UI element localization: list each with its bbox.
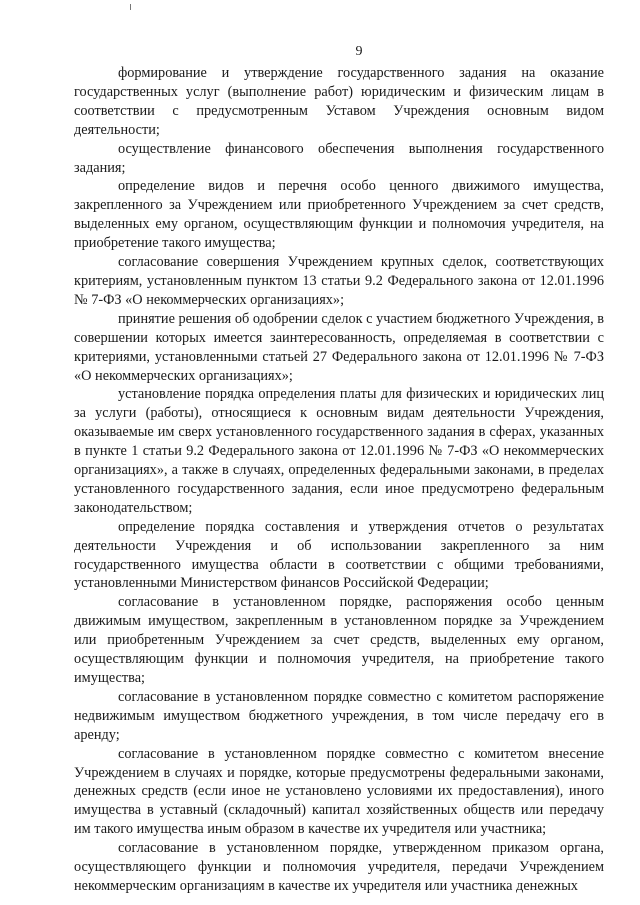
scan-artifact <box>130 4 131 10</box>
paragraph-1: формирование и утверждение государственного задания на оказание государственных услуг (выполнение работ) юридическим и физическим лицам в соответствии с предусмотренным Уставом Учреждения основным видом деятельности; <box>74 65 604 138</box>
paragraph-11: согласование в установленном порядке, утвержденном приказом органа, осуществляющего функции и полномочия учредителя, передачи Учреждением некоммерческим организациям в качестве их учредителя или участника денежных <box>74 840 604 894</box>
paragraph-2: осуществление финансового обеспечения выполнения государственного задания; <box>74 140 604 176</box>
paragraph-5: принятие решения об одобрении сделок с участием бюджетного Учреждения, в совершении которых имеется заинтересованность, определяемая в соответствии с критериями, установленными статьей 27 Федерального закона от 12.01.1996 № 7-ФЗ «О некоммерческих организациях»; <box>74 310 604 384</box>
paragraph-6: установление порядка определения платы для физических и юридических лиц за услуги (работы), относящиеся к основным видам деятельности Учреждения, оказываемые им сверх установленного государственного задания в сферах, указанных в пункте 1 статьи 9.2 Федерального закона от 12.01.1996 № 7-ФЗ «О некоммерческих организациях», а также в случаях, определенных федеральными законами, в пределах установленного государственного задания, если иное предусмотрено федеральным законодательством; <box>74 386 604 516</box>
paragraph-7: определение порядка составления и утверждения отчетов о результатах деятельности Учреждения и об использовании закрепленного за ним государственного имущества области в соответствии с общими требованиями, установленными Министерством финансов Российской Федерации; <box>74 518 604 592</box>
paragraph-10: согласование в установленном порядке совместно с комитетом внесение Учреждением в случаях и порядке, которые предусмотрены федеральными законами, денежных средств (если иное не установлено условиями их предоставления), иного имущества в уставный (складочный) капитал хозяйственных обществ или передачу им такого имущества иным образом в качестве их учредителя или участника; <box>74 745 604 838</box>
paragraph-3: определение видов и перечня особо ценного движимого имущества, закрепленного за Учреждением или приобретенного Учреждением за счет средств, выделенных ему органом, осуществляющим функции и полномочия учредителя, на приобретение такого имущества; <box>74 178 604 252</box>
paragraph-4: согласование совершения Учреждением крупных сделок, соответствующих критериям, установленным пунктом 13 статьи 9.2 Федерального закона от 12.01.1996 № 7-ФЗ «О некоммерческих организациях»; <box>74 254 604 308</box>
paragraph-8: согласование в установленном порядке, распоряжения особо ценным движимым имуществом, закрепленным в установленном порядке за Учреждением или приобретенным Учреждением за счет средств, выделенных ему органом, осуществляющим функции и полномочия учредителя, на приобретение такого имущества; <box>74 594 604 686</box>
paragraph-9: согласование в установленном порядке совместно с комитетом распоряжение недвижимым имуществом бюджетного учреждения, в том числе передачу его в аренду; <box>74 688 604 743</box>
page-number: 9 <box>355 44 363 59</box>
